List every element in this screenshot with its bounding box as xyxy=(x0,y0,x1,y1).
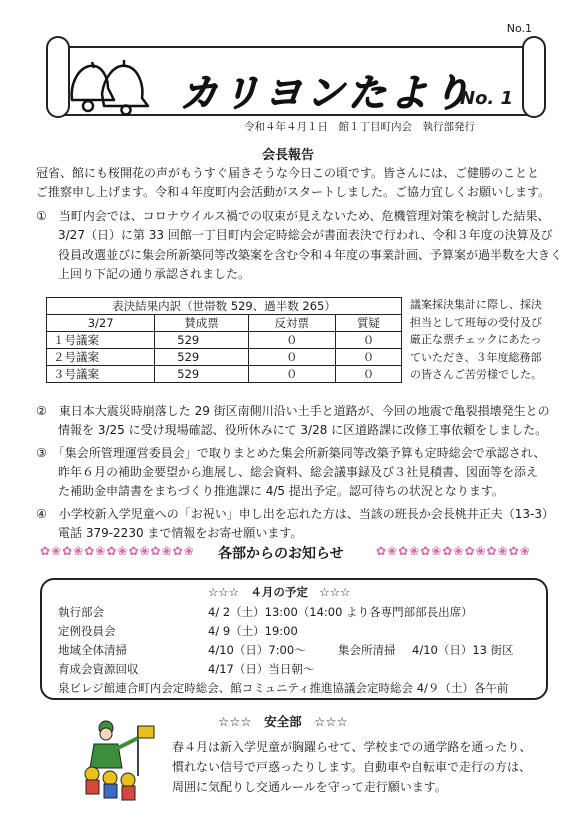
table-header-row xyxy=(47,315,402,332)
safety-line-1: 春４月は新入学児童が胸躍らせて、学校までの通学路を通ったり、 xyxy=(172,740,532,754)
table-header: 3/27 xyxy=(47,315,155,332)
schedule-title: ☆☆☆ ４月の予定 ☆☆☆ xyxy=(208,585,351,599)
table-cell: 529 xyxy=(155,349,248,366)
table-cell: ２号議案 xyxy=(47,349,155,366)
item2-line-2: 情報を 3/25 に受け現場確認、役所休みにて 3/28 に区道路課に改修工事依頼をしました。 xyxy=(58,423,548,437)
table-row xyxy=(47,349,402,366)
safety-line-3: 周囲に気配りし交通ルールを守って走行願います。 xyxy=(172,780,447,794)
item1-line-4: 上回り下記の通り承認されました。 xyxy=(58,267,251,281)
item1-line-1: ① 当町内会では、コロナウイルス禍での収束が見えないため、危機管理対策を検討した結果、 xyxy=(36,209,550,223)
table-row xyxy=(47,332,402,349)
table-header: 反対票 xyxy=(248,315,335,332)
item3-line-3: た補助金申請書をまちづくり推進課に 4/5 提出予定。認可待ちの状況となります。 xyxy=(58,484,504,498)
table-caption-row xyxy=(47,298,402,315)
table-cell: １号議案 xyxy=(47,332,155,349)
note-line: ていただき、３年度総務部 xyxy=(410,350,542,364)
schedule-item-date: 4/10（日）13 街区 xyxy=(412,643,514,657)
greeting-line-2: ご推察申し上げます。令和４年度町内会活動がスタートしました。ご協力宜しくお願いします。 xyxy=(36,185,551,199)
notices-heading: 各部からのお知らせ xyxy=(218,546,344,562)
table-header: 賛成票 xyxy=(155,315,248,332)
scroll-curl-right xyxy=(522,36,546,118)
chairman-report-heading: 会長報告 xyxy=(262,148,315,163)
item2-line-1: ② 東日本大震災時崩落した 29 街区南側川沿い土手と道路が、今回の地震で亀裂損壊発生との xyxy=(36,404,550,418)
publication-info: 令和４年４月１日 館１丁目町内会 執行部発行 xyxy=(244,121,475,133)
note-line: 厳正な票チェックにあたっ xyxy=(410,333,542,346)
item3-line-1: ③ 「集会所管理運営委員会」で取りまとめた集会所新築同等改築予算も定時総会で承認され、 xyxy=(36,446,546,460)
schedule-item-name: 育成会資源回収 xyxy=(58,662,139,676)
table-header: 質疑 xyxy=(335,315,401,332)
greeting-line-1: 冠省、館にも桜開花の声がもうすぐ届きそうな今日この頃です。皆さんには、ご健勝のことと xyxy=(36,166,540,180)
item1-line-2: 3/27（日）に第 33 回館一丁目町内会定時総会が書面表決で行われ、令和３年度の決算及び xyxy=(58,228,553,242)
page-number: No.1 xyxy=(506,22,532,35)
schedule-item-date: 4/ 9（土）19:00 xyxy=(208,624,298,638)
safety-heading: ☆☆☆ 安全部 ☆☆☆ xyxy=(218,714,348,729)
flower-border-left: ✿❀✿❀✿❀✿❀✿❀✿❀✿❀ xyxy=(40,544,195,558)
table-cell: ０ xyxy=(335,332,401,349)
schedule-item-name: 集会所清掃 xyxy=(338,643,396,657)
schedule-item-name: 地域全体清掃 xyxy=(58,643,127,657)
table-cell: ０ xyxy=(248,332,335,349)
schedule-item-name: 定例役員会 xyxy=(58,624,116,638)
safety-line-2: 慣れない信号で戸惑ったりします。自動車や自転車で走行の方は、 xyxy=(172,760,532,774)
note-line: 担当として班毎の受付及び xyxy=(410,315,542,329)
bell-icon xyxy=(64,54,150,116)
schedule-item-date: 4/10（日）7:00～ xyxy=(208,643,306,657)
table-cell: ０ xyxy=(248,366,335,383)
newsletter-title: カリヨンたより xyxy=(180,71,475,115)
vote-result-table xyxy=(46,297,402,383)
item3-line-2: 昨年６月の補助金要望から進展し、総会資料、総会議事録及び３社見積書、図面等を添え xyxy=(58,465,539,479)
item4-line-1: ④ 小学校新入学児童への「お祝い」申し出を忘れた方は、当該の班長か会長桃井正夫（13-3） xyxy=(36,507,554,521)
schedule-item-date: 4/17（日）当日朝～ xyxy=(208,662,315,676)
note-line: 議案採決集計に際し、採決 xyxy=(410,298,542,311)
schedule-item-name: 執行部会 xyxy=(58,605,104,619)
note-line: の皆さんご苦労様でした。 xyxy=(410,368,542,381)
table-cell: 529 xyxy=(155,366,248,383)
table-cell: ３号議案 xyxy=(47,366,155,383)
schedule-item-full: 泉ビレジ館連合町内会定時総会、館コミュニティ推進協議会定時総会 4/９（土）各午前 xyxy=(58,681,509,695)
schedule-item-date: 4/ 2（土）13:00（14:00 より各専門部部長出席） xyxy=(208,605,473,619)
table-cell: ０ xyxy=(335,366,401,383)
table-cell: ０ xyxy=(248,349,335,366)
item4-line-2: 電話 379-2230 まで情報をお寄せ願います。 xyxy=(58,526,303,540)
table-row xyxy=(47,366,402,383)
table-cell: 529 xyxy=(155,332,248,349)
vote-thanks-note xyxy=(410,296,560,384)
table-caption: 表決結果内訳（世帯数 529、過半数 265） xyxy=(47,298,402,315)
table-cell: ０ xyxy=(335,349,401,366)
issue-number: No. 1 xyxy=(460,88,514,109)
crossing-guard-children-illustration xyxy=(78,716,158,802)
flower-border-right: ✿❀✿❀✿❀✿❀✿❀✿❀✿❀ xyxy=(376,544,531,558)
item1-line-3: 役員改選並びに集会所新築同等改築案を含む令和４年度の事業計画、予算案が過半数を大きく xyxy=(58,248,563,262)
